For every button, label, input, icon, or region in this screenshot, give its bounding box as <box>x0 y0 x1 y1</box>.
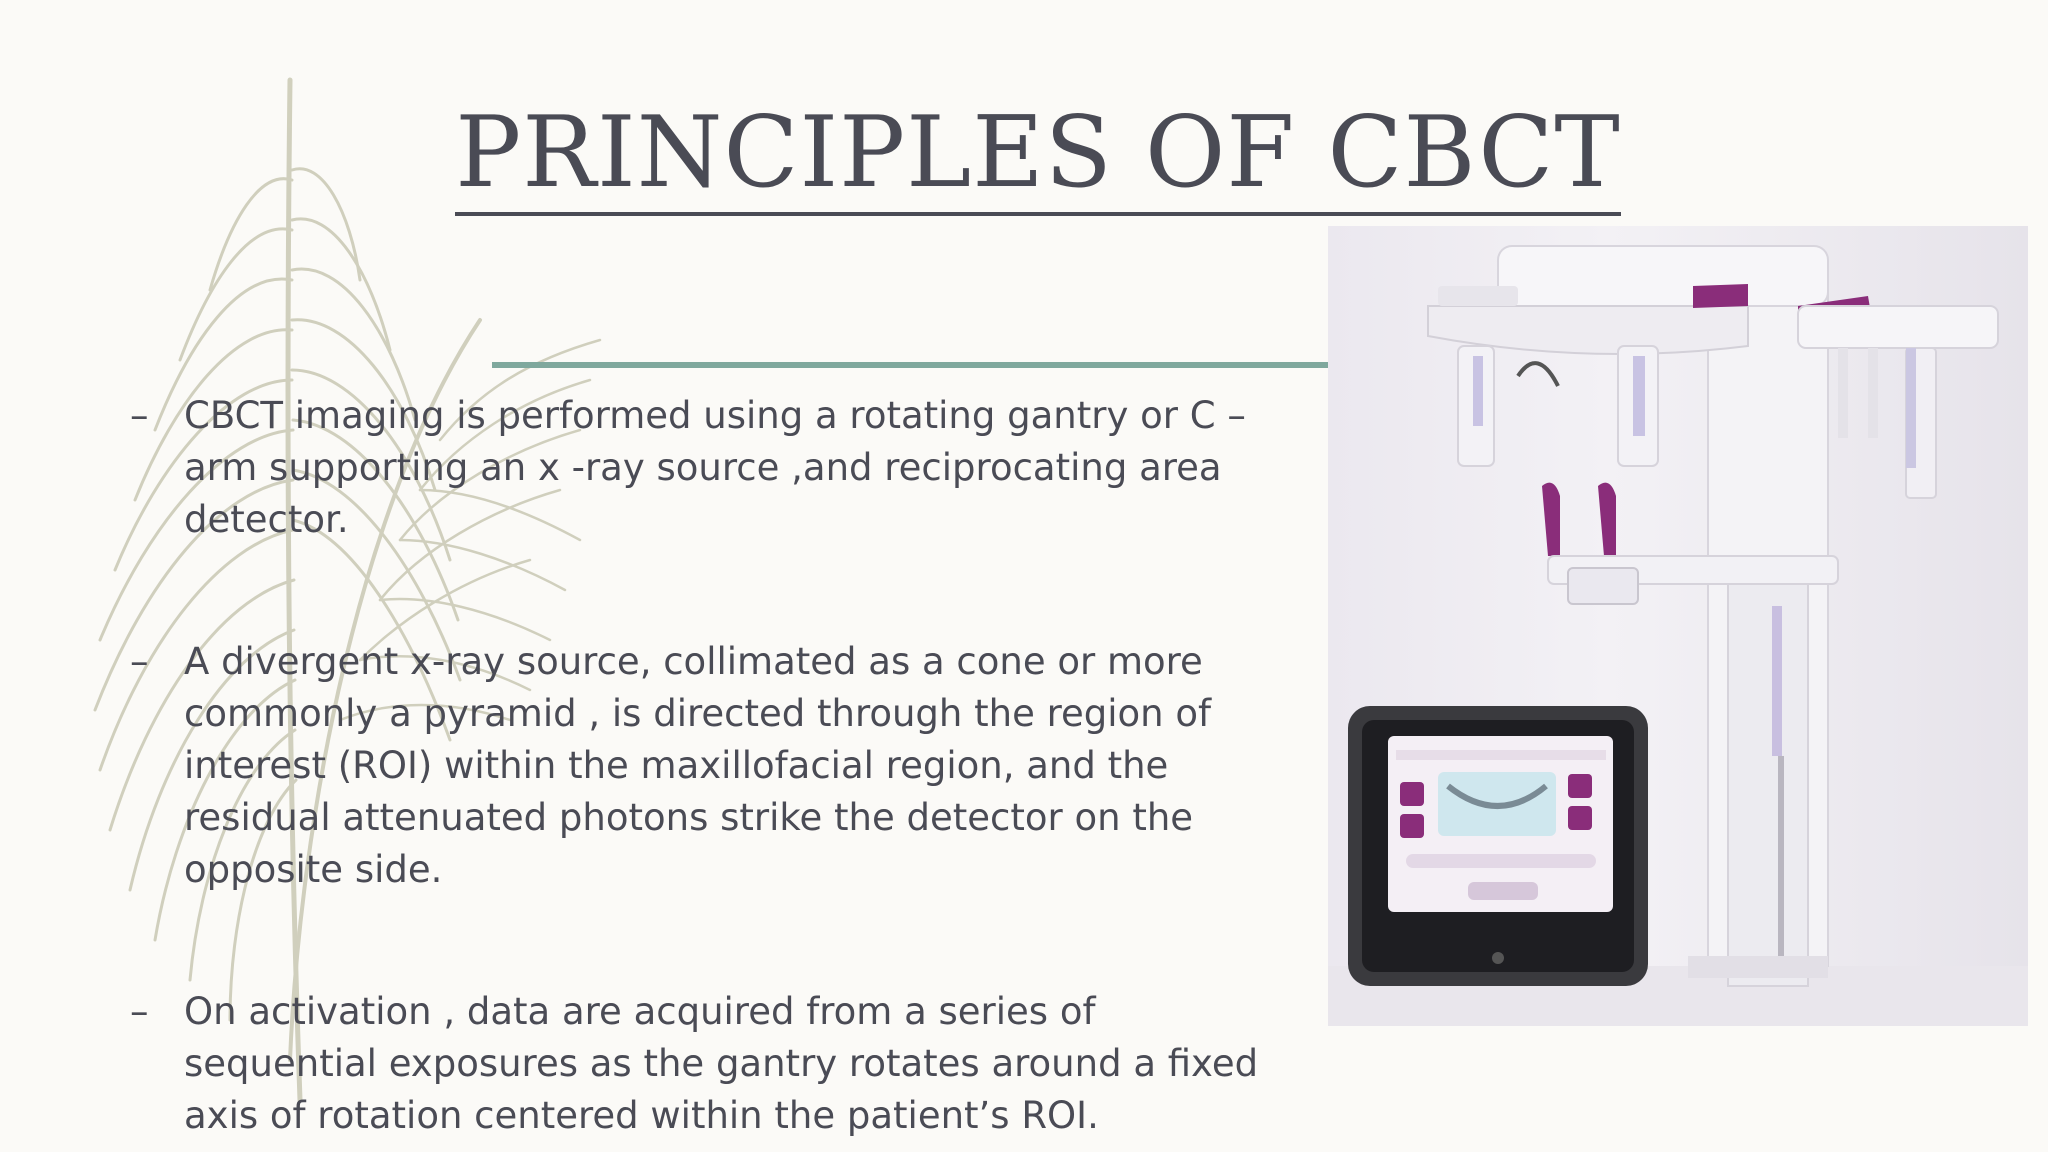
bullet-marker: – <box>130 640 149 683</box>
bullet-item <box>130 986 1270 1142</box>
bullet-text: CBCT imaging is performed using a rotating gantry or C –arm supporting an x -ray source ,and reciprocating area detector. <box>184 394 1246 541</box>
bullet-marker: – <box>130 990 149 1033</box>
bullet-text: A divergent x-ray source, collimated as a cone or more commonly a pyramid , is directed through the region of interest (ROI) within the maxillofacial region, and the residual attenuated photons strike the detector on the opposite side. <box>184 640 1212 891</box>
bullet-item <box>130 636 1270 896</box>
cbct-machine-photo <box>1328 226 2028 1026</box>
bullet-text: On activation , data are acquired from a series of sequential exposures as the gantry rotates around a fixed axis of rotation centered within the patient’s ROI. <box>184 990 1259 1137</box>
accent-divider <box>492 362 1330 368</box>
slide-title <box>0 98 2048 208</box>
bullet-list <box>130 390 1270 1152</box>
bullet-item <box>130 390 1270 546</box>
bullet-marker: – <box>130 394 149 437</box>
cbct-machine-illustration <box>1328 226 2028 1026</box>
slide-title-text: PRINCIPLES OF CBCT <box>455 96 1620 216</box>
